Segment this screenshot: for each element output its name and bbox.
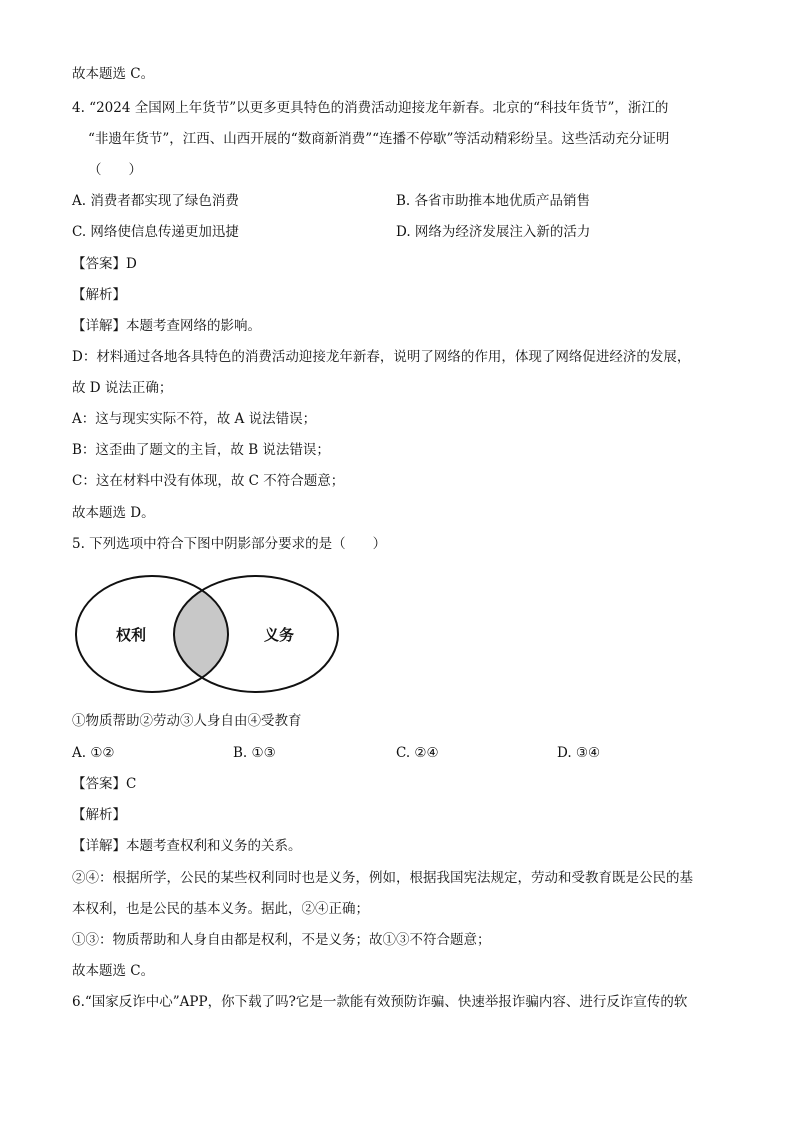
q4-option-b: B. 各省市助推本地优质产品销售 xyxy=(396,193,591,209)
q4-option-a: A. 消费者都实现了绿色消费 xyxy=(72,193,239,209)
q4-detail: 【详解】本题考查网络的影响。 xyxy=(72,318,261,334)
q5-option-a: A. ①② xyxy=(72,745,115,761)
q5-explain-24: ②④：根据所学，公民的某些权利同时也是义务，例如，根据我国宪法规定，劳动和受教育既是公民的基 xyxy=(72,870,693,886)
q5-stem: 5. 下列选项中符合下图中阴影部分要求的是（ ） xyxy=(72,536,387,552)
q4-explain-b: B：这歪曲了题文的主旨，故 B 说法错误； xyxy=(72,442,330,458)
q4-option-d: D. 网络为经济发展注入新的活力 xyxy=(396,224,591,240)
q4-explain-d: D：材料通过各地各具特色的消费活动迎接龙年新春，说明了网络的作用，体现了网络促进经济的发展， xyxy=(72,349,691,365)
q4-explain-c: C：这在材料中没有体现，故 C 不符合题意； xyxy=(72,473,345,489)
q4-explain-a: A：这与现实实际不符，故 A 说法错误； xyxy=(72,411,317,427)
q5-explain-24-cont: 本权利，也是公民的基本义务。据此，②④正确； xyxy=(72,901,369,917)
q4-stem-line2: “非遗年货节”，江西、山西开展的“数商新消费”“连播不停歇”等活动精彩纷呈。这些活动充分证明 xyxy=(88,131,670,147)
q5-analysis-label: 【解析】 xyxy=(72,807,126,823)
venn-diagram xyxy=(72,572,352,696)
q3-conclusion: 故本题选 C。 xyxy=(72,66,155,82)
venn-left-label: 权利 xyxy=(116,626,147,644)
q5-option-b: B. ①③ xyxy=(233,745,276,761)
q5-conclusion: 故本题选 C。 xyxy=(72,963,155,979)
q5-items: ①物质帮助②劳动③人身自由④受教育 xyxy=(72,713,302,729)
q4-conclusion: 故本题选 D。 xyxy=(72,505,155,521)
q4-stem-blank: （ ） xyxy=(88,162,142,178)
venn-right-label: 义务 xyxy=(264,626,295,644)
q6-stem: 6.“国家反诈中心”APP，你下载了吗?它是一款能有效预防诈骗、快速举报诈骗内容、进行反诈宣传的软 xyxy=(72,994,688,1010)
q5-answer: 【答案】C xyxy=(72,776,137,792)
q5-detail: 【详解】本题考查权利和义务的关系。 xyxy=(72,838,302,854)
q5-explain-13: ①③：物质帮助和人身自由都是权利，不是义务；故①③不符合题意； xyxy=(72,932,491,948)
q5-option-c: C. ②④ xyxy=(396,745,439,761)
q4-explain-d-cont: 故 D 说法正确； xyxy=(72,380,173,396)
q4-stem-line1: 4. “2024 全国网上年货节”以更多更具特色的消费活动迎接龙年新春。北京的“科技年货节”，浙江的 xyxy=(72,100,669,116)
q4-answer: 【答案】D xyxy=(72,256,137,272)
q4-option-c: C. 网络使信息传递更加迅捷 xyxy=(72,224,239,240)
q5-option-d: D. ③④ xyxy=(557,745,601,761)
q4-analysis-label: 【解析】 xyxy=(72,287,126,303)
